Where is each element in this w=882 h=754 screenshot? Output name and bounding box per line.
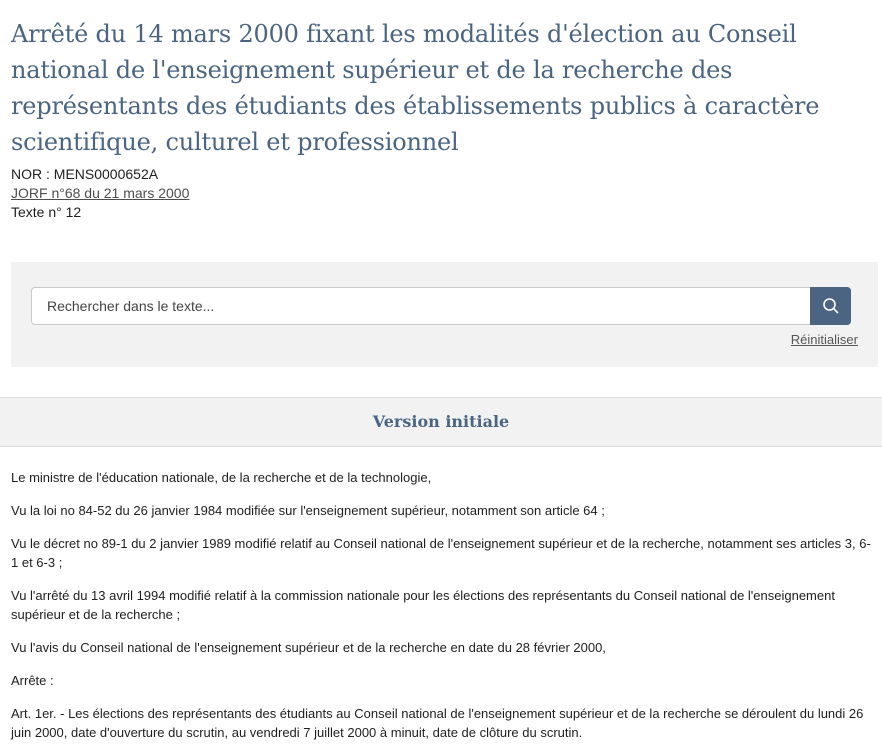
search-box	[31, 287, 851, 325]
version-header	[0, 397, 882, 447]
version-label: Version initiale	[372, 412, 510, 431]
search-icon	[822, 297, 840, 315]
search-input[interactable]	[32, 288, 812, 324]
search-button[interactable]	[810, 287, 851, 325]
nor-reference: NOR : MENS0000652A	[11, 166, 159, 182]
reset-link[interactable]: Réinitialiser	[790, 332, 858, 347]
texte-number: Texte n° 12	[11, 204, 82, 220]
search-panel	[11, 262, 878, 367]
page-title: Arrêté du 14 mars 2000 fixant les modalités d'élection au Conseil national de l'enseignement supérieur et de la recherche des représentants des étudiants des établissements publics à caractère scientifique, culturel et professionnel	[11, 20, 820, 156]
body-paragraph: Vu la loi no 84-52 du 26 janvier 1984 modifiée sur l'enseignement supérieur, notamment son article 64 ;	[11, 503, 605, 518]
body-paragraph: Vu l'arrêté du 13 avril 1994 modifié relatif à la commission nationale pour les élections des représentants du Conseil national de l'enseignement supérieur et de la recherche ;	[11, 588, 835, 622]
body-paragraph: Vu le décret no 89-1 du 2 janvier 1989 modifié relatif au Conseil national de l'enseignement supérieur et de la recherche, notamment ses articles 3, 6-1 et 6-3 ;	[11, 536, 871, 570]
body-paragraph: Art. 1er. - Les élections des représentants des étudiants au Conseil national de l'enseignement supérieur et de la recherche se déroulent du lundi 26 juin 2000, date d'ouverture du scrutin, au vendredi 7 juillet 2000 à minuit, date de clôture du scrutin.	[11, 706, 864, 740]
document-body	[11, 468, 873, 754]
body-paragraph: Le ministre de l'éducation nationale, de la recherche et de la technologie,	[11, 470, 432, 485]
body-paragraph: Vu l'avis du Conseil national de l'enseignement supérieur et de la recherche en date du 28 février 2000,	[11, 640, 606, 655]
body-paragraph: Arrête :	[11, 673, 54, 688]
document-meta	[11, 165, 189, 222]
jorf-link[interactable]: JORF n°68 du 21 mars 2000	[11, 185, 190, 201]
